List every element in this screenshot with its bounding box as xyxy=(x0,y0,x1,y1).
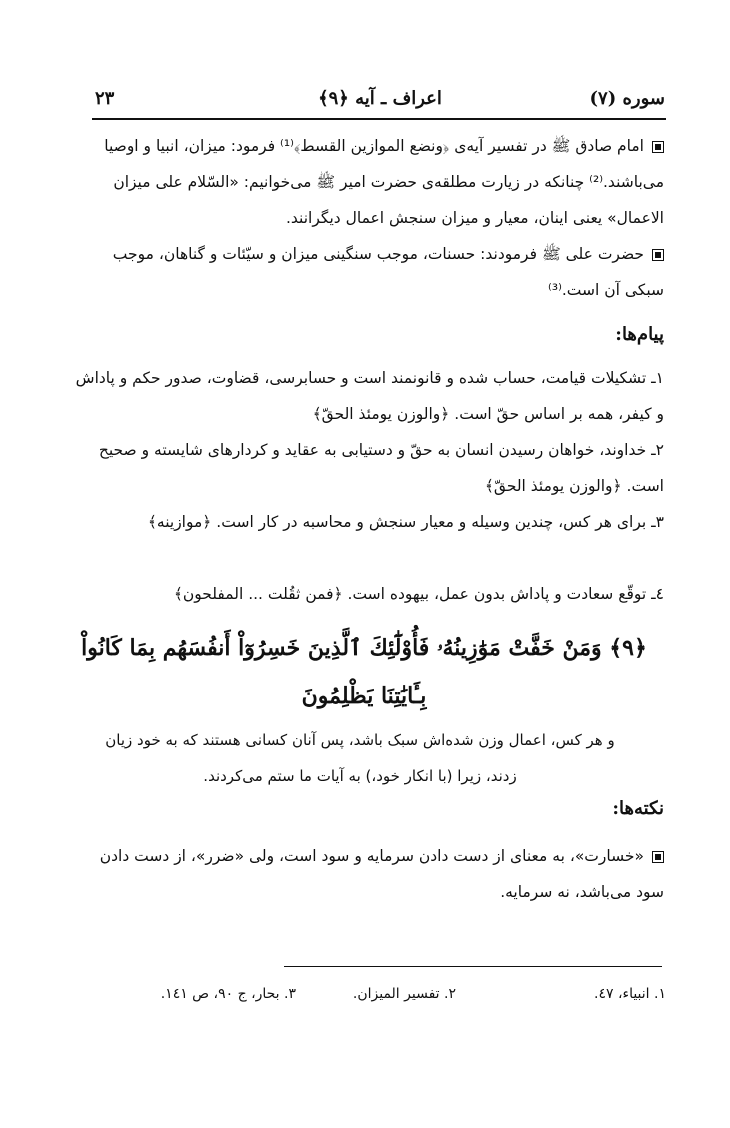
surah-label: سوره (۷) xyxy=(589,88,665,109)
footnotes xyxy=(90,986,666,1010)
page-header xyxy=(95,88,665,116)
page-number: ۲۳ xyxy=(95,88,115,109)
square-bullet-icon xyxy=(652,249,664,261)
point-text: «خسارت»، به معنای از دست دادن سرمایه و سود است، ولی «ضرر»، از دست دادن سود می‌باشد، نه سرمایه. xyxy=(99,847,664,901)
header-title: اعراف ـ آیه ﴿۹﴾ xyxy=(318,88,442,109)
note-item xyxy=(74,128,664,236)
footnote-rule xyxy=(284,966,662,967)
footnote-1: ۱. انبیاء، ٤٧. xyxy=(594,986,666,1002)
message-item: ٤ـ توقّع سعادت و پاداش بدون عمل، بیهوده است. ﴿فمن ثقُلت ... المفلحون﴾ xyxy=(173,585,664,603)
square-bullet-icon xyxy=(652,141,664,153)
header-rule xyxy=(92,118,666,120)
quran-verse: ﴿۹﴾ وَمَنْ خَفَّتْ مَوَٰزِينُهُۥ فَأُوْلَٰٓئِكَ ٱلَّذِينَ خَسِرُوٓاْ أَنفُسَهُم بِمَا كَانُواْ بِـَٔايَٰتِنَا يَظْلِمُونَ xyxy=(81,635,647,709)
message-item: ۳ـ برای هر کس، چندین وسیله و معیار سنجش و محاسبه در کار است. ﴿موازینه﴾ xyxy=(147,513,664,531)
verse-translation: و هر کس، اعمال وزن شده‌اش سبک باشد، پس آنان کسانی هستند که به خود زیان زدند، زیرا (با انکار خود،) به آیات ما ستم می‌کردند. xyxy=(105,731,615,785)
messages-heading: پیام‌ها: xyxy=(615,324,664,345)
footnote-2: ۲. تفسیر المیزان. xyxy=(352,986,456,1002)
footnote-3: ۳. بحار، ج ۹۰، ص ۱٤۱. xyxy=(160,986,296,1002)
points-heading: نکته‌ها: xyxy=(612,798,664,819)
point-item xyxy=(74,838,664,910)
note-text: امام صادق ﷺ در تفسیر آیه‌ی ﴿ونضع الموازین القسط﴾⁽¹⁾ فرمود: میزان، انبیا و اوصیا می‌باشند.⁽²⁾ چنانکه در زیارت مطلقه‌ی حضرت امیر ﷺ می‌خوانیم: «السّلام علی میزان الاعمال» یعنی اینان، معیار و میزان سنجش اعمال دیگرانند. xyxy=(104,137,664,227)
note-item xyxy=(74,236,664,308)
note-text: حضرت علی ﷺ فرمودند: حسنات، موجب سنگینی میزان و سیّئات و گناهان، موجب سبکی آن است.⁽³⁾ xyxy=(112,245,664,299)
message-item: ۱ـ تشکیلات قیامت، حساب شده و قانونمند است و حسابرسی، قضاوت، صدور حکم و پاداش و کیفر، همه بر اساس حقّ است. ﴿والوزن یومئذ الحقّ﴾ xyxy=(75,369,664,423)
message-item: ۲ـ خداوند، خواهان رسیدن انسان به حقّ و دستیابی به عقاید و کردارهای شایسته و صحیح است. ﴿والوزن یومئذ الحقّ﴾ xyxy=(98,441,664,495)
square-bullet-icon xyxy=(652,851,664,863)
